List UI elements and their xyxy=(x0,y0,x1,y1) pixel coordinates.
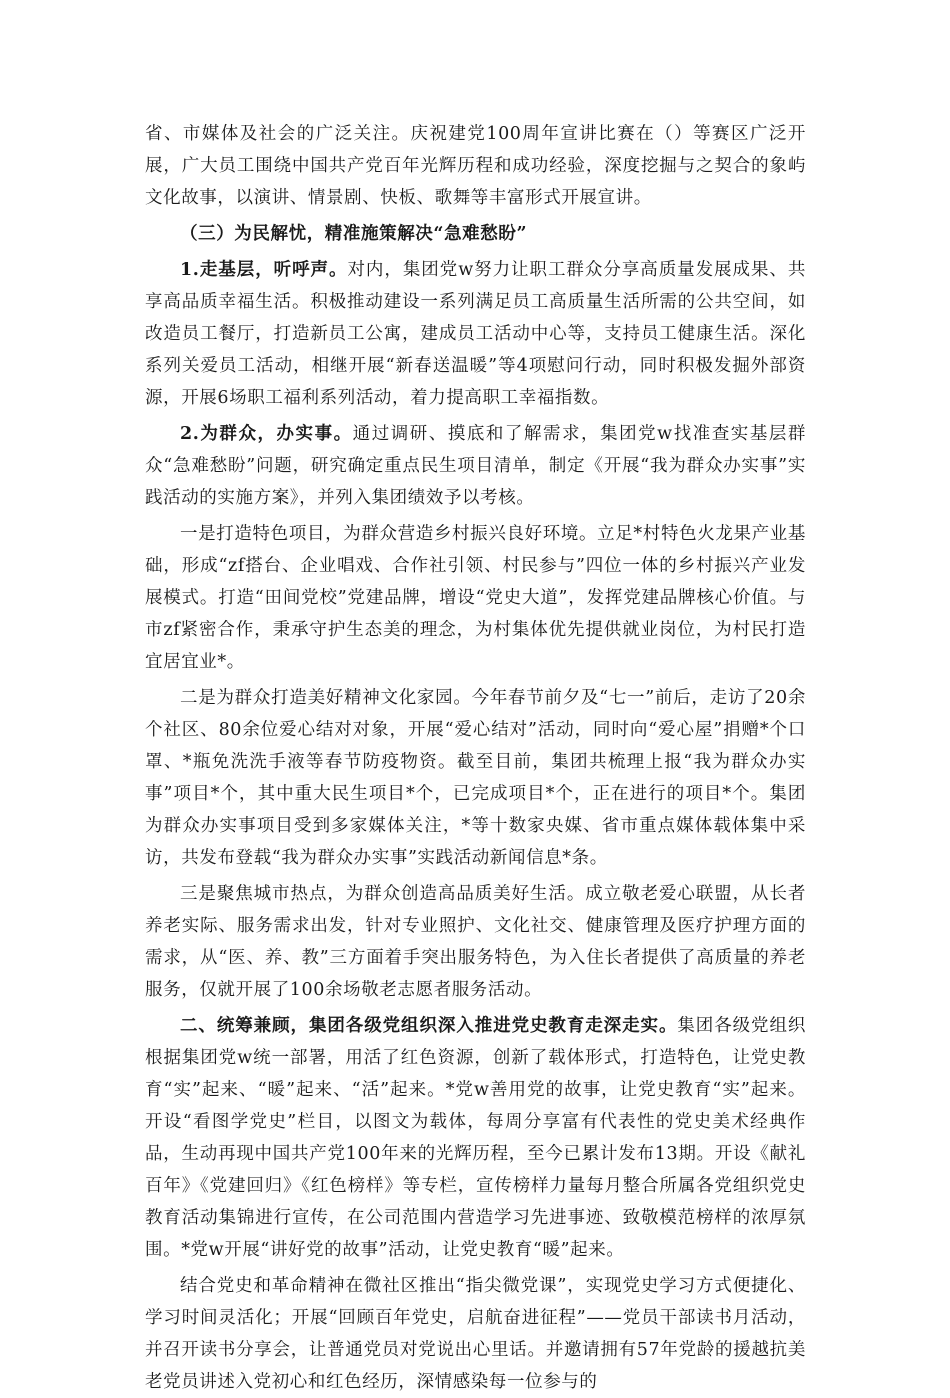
paragraph-point-3 xyxy=(145,878,806,1006)
paragraph-text: 一是打造特色项目，为群众营造乡村振兴良好环境。立足*村特色火龙果产业基础，形成“zf搭台、企业唱戏、合作社引领、村民参与”四位一体的乡村振兴产业发展模式。打造“田间党校”党建品牌，增设“党史大道”，发挥党建品牌核心价值。与市zf紧密合作，秉承守护生态美的理念，为村集体优先提供就业岗位，为村民打造宜居宜业*。 xyxy=(145,524,806,672)
paragraph-lead: 1.走基层，听呼声。 xyxy=(180,260,348,280)
paragraph-lead: 2.为群众，办实事。 xyxy=(180,424,353,444)
paragraph-text: 通过调研、摸底和了解需求，集团党w找准查实基层群众“急难愁盼”问题，研究确定重点民生项目清单，制定《开展“我为群众办实事”实践活动的实施方案》，并列入集团绩效予以考核。 xyxy=(145,424,806,508)
paragraph-point-2 xyxy=(145,682,806,874)
paragraph-text: 对内，集团党w努力让职工群众分享高质量发展成果、共享高品质幸福生活。积极推动建设一系列满足员工高质量生活所需的公共空间，如改造员工餐厅，打造新员工公寓，建成员工活动中心等，支持员工健康生活。深化系列关爱员工活动，相继开展“新春送温暖”等4项慰问行动，同时积极发掘外部资源，开展6场职工福利系列活动，着力提高职工幸福指数。 xyxy=(145,260,806,408)
paragraph-continuation xyxy=(145,118,806,214)
paragraph-text: 结合党史和革命精神在微社区推出“指尖微党课”，实现党史学习方式便捷化、学习时间灵活化；开展“回顾百年党史，启航奋进征程”——党员干部读书月活动，并召开读书分享会，让普通党员对党说出心里话。并邀请拥有57年党龄的援越抗美老党员讲述入党初心和红色经历，深情感染每一位参与的 xyxy=(145,1276,806,1392)
paragraph-point-1 xyxy=(145,518,806,678)
paragraph-section-two xyxy=(145,1010,806,1266)
paragraph-final xyxy=(145,1270,806,1398)
paragraph-text: 二是为群众打造美好精神文化家园。今年春节前夕及“七一”前后，走访了20余个社区、80余位爱心结对对象，开展“爱心结对”活动，同时向“爱心屋”捐赠*个口罩、*瓶免洗洗手液等春节防疫物资。截至目前，集团共梳理上报“我为群众办实事”项目*个，其中重大民生项目*个，已完成项目*个，正在进行的项目*个。集团为群众办实事项目受到多家媒体关注，*等十数家央媒、省市重点媒体载体集中采访，共发布登载“我为群众办实事”实践活动新闻信息*条。 xyxy=(145,688,806,868)
paragraph-item-2 xyxy=(145,418,806,514)
paragraph-lead: 二、统筹兼顾，集团各级党组织深入推进党史教育走深走实。 xyxy=(180,1016,678,1036)
paragraph-item-1 xyxy=(145,254,806,414)
paragraph-text: 三是聚焦城市热点，为群众创造高品质美好生活。成立敬老爱心联盟，从长者养老实际、服务需求出发，针对专业照护、文化社交、健康管理及医疗护理方面的需求，从“医、养、教”三方面着手突出服务特色，为入住长者提供了高质量的养老服务，仅就开展了100余场敬老志愿者服务活动。 xyxy=(145,884,806,1000)
paragraph-text: 集团各级党组织根据集团党w统一部署，用活了红色资源，创新了载体形式，打造特色，让党史教育“实”起来、“暖”起来、“活”起来。*党w善用党的故事，让党史教育“实”起来。开设“看图学党史”栏目，以图文为载体，每周分享富有代表性的党史美术经典作品，生动再现中国共产党100年来的光辉历程，至今已累计发布13期。开设《献礼百年》《党建回归》《红色榜样》等专栏，宣传榜样力量每月整合所属各党组织党史教育活动集锦进行宣传，在公司范围内营造学习先进事迹、致敬模范榜样的浓厚氛围。*党w开展“讲好党的故事”活动，让党史教育“暖”起来。 xyxy=(145,1016,807,1260)
paragraph-text: 省、市媒体及社会的广泛关注。庆祝建党100周年宣讲比赛在（）等赛区广泛开展，广大员工围绕中国共产党百年光辉历程和成功经验，深度挖掘与之契合的象屿文化故事，以演讲、情景剧、快板、歌舞等丰富形式开展宣讲。 xyxy=(145,124,806,208)
heading-text: （三）为民解忧，精准施策解决“急难愁盼” xyxy=(180,224,528,244)
section-heading xyxy=(145,218,806,250)
